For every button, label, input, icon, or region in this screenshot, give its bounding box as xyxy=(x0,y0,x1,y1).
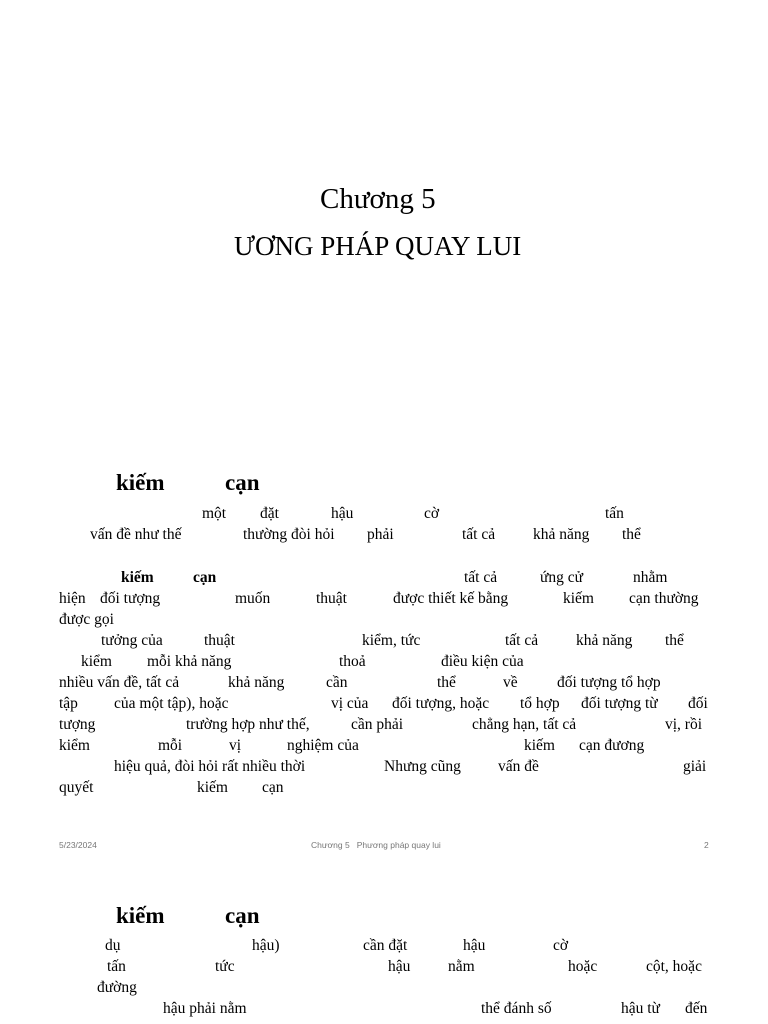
text-fragment: đường xyxy=(97,979,137,996)
text-fragment: được thiết kế bằng xyxy=(393,590,509,607)
text-fragment: đến xyxy=(685,1000,708,1017)
text-fragment: nằm xyxy=(448,958,475,975)
text-fragment: thuật xyxy=(204,632,235,649)
text-fragment: đối xyxy=(688,695,708,712)
text-fragment: ứng cử xyxy=(540,569,584,586)
text-fragment: hậu phải nằm xyxy=(163,1000,247,1017)
footer-chapter: Chương 5 Phương pháp quay lui xyxy=(311,840,441,850)
text-fragment: cạn đương xyxy=(579,737,645,754)
text-fragment: giải xyxy=(683,758,707,775)
text-fragment: cạn xyxy=(262,779,284,796)
text-fragment: phải xyxy=(367,526,394,543)
text-fragment: tức xyxy=(215,958,235,975)
text-fragment: cạn xyxy=(193,569,217,586)
text-fragment: đặt xyxy=(260,505,279,522)
text-fragment: kiểm xyxy=(81,653,112,670)
text-fragment: quyết xyxy=(59,779,94,796)
text-fragment: một xyxy=(202,505,227,522)
slide-heading-word: kiếm xyxy=(116,470,165,495)
footer-date: 5/23/2024 xyxy=(59,840,97,850)
text-fragment: hoặc xyxy=(568,958,598,975)
text-fragment: khả năng xyxy=(576,632,633,649)
text-fragment: thể xyxy=(437,674,456,691)
text-fragment: kiểm, tức xyxy=(362,632,421,649)
text-fragment: nhằm xyxy=(633,569,668,586)
text-fragment: của một tập), hoặc xyxy=(114,695,229,712)
text-fragment: trường hợp như thế, xyxy=(186,716,310,733)
text-fragment: mỗi xyxy=(158,737,183,754)
text-fragment: vị, rồi xyxy=(665,716,703,733)
text-fragment: vấn đề như thế xyxy=(90,526,182,543)
text-fragment: hậu) xyxy=(252,937,280,954)
text-fragment: cần phải xyxy=(351,716,404,733)
chapter-title: Chương 5 xyxy=(320,183,436,215)
text-fragment: Nhưng cũng xyxy=(384,758,461,775)
text-fragment: đối tượng từ xyxy=(581,695,658,712)
text-fragment: vị của xyxy=(331,695,369,712)
text-fragment: kiếm xyxy=(197,779,228,796)
text-fragment: mỗi khả năng xyxy=(147,653,232,670)
text-fragment: thể xyxy=(622,526,641,543)
text-fragment: về xyxy=(503,674,518,691)
text-fragment: cần đặt xyxy=(363,937,408,954)
slide-heading-word: kiếm xyxy=(116,903,165,928)
text-fragment: tưởng của xyxy=(101,632,163,649)
text-fragment: hậu xyxy=(331,505,354,522)
text-fragment: vấn đề xyxy=(498,758,539,775)
text-fragment: kiếm xyxy=(121,569,154,586)
text-fragment: dụ xyxy=(105,937,121,954)
text-fragment: tấn xyxy=(605,505,624,522)
footer-page-number: 2 xyxy=(704,840,709,850)
text-fragment: hậu từ xyxy=(621,1000,660,1017)
text-fragment: tập xyxy=(59,695,78,712)
slide-heading-word: cạn xyxy=(225,903,260,928)
text-fragment: hiện xyxy=(59,590,86,607)
text-fragment: tấn xyxy=(107,958,126,975)
text-fragment: thuật xyxy=(316,590,347,607)
text-fragment: khả năng xyxy=(228,674,285,691)
text-fragment: thể xyxy=(665,632,684,649)
text-fragment: hiệu quả, đòi hỏi rất nhiều thời xyxy=(114,758,306,775)
slide-heading-word: cạn xyxy=(225,470,260,495)
text-fragment: kiếm xyxy=(563,590,594,607)
text-fragment: cột, hoặc xyxy=(646,958,702,975)
text-fragment: đối tượng, hoặc xyxy=(392,695,490,712)
text-fragment: vị xyxy=(229,737,242,754)
text-fragment: đối tượng tổ hợp xyxy=(557,674,661,691)
text-fragment: khả năng xyxy=(533,526,590,543)
text-fragment: điều kiện của xyxy=(441,653,524,670)
text-fragment: thường đòi hỏi xyxy=(243,526,335,543)
text-fragment: tất cả xyxy=(462,526,496,543)
text-fragment: hậu xyxy=(463,937,486,954)
text-fragment: muốn xyxy=(235,590,271,607)
text-fragment: cờ xyxy=(424,505,440,522)
chapter-subtitle: ƯƠNG PHÁP QUAY LUI xyxy=(234,231,522,261)
text-fragment: tất cả xyxy=(505,632,539,649)
text-fragment: nghiệm của xyxy=(287,737,359,754)
text-fragment: được gọi xyxy=(59,611,114,628)
text-fragment: chẳng hạn, tất cả xyxy=(472,716,577,733)
text-fragment: thể đánh số xyxy=(481,1000,552,1017)
text-fragment: nhiều vấn đề, tất cả xyxy=(59,674,180,691)
text-fragment: tượng xyxy=(59,716,96,733)
text-fragment: đối tượng xyxy=(100,590,161,607)
text-fragment: tất cả xyxy=(464,569,498,586)
text-fragment: kiểm xyxy=(59,737,90,754)
text-fragment: cần xyxy=(326,674,348,691)
text-fragment: thoả xyxy=(339,653,366,670)
text-fragment: cờ xyxy=(553,937,569,954)
text-fragment: tổ hợp xyxy=(520,695,560,712)
text-fragment: cạn thường xyxy=(629,590,699,607)
text-fragment: kiếm xyxy=(524,737,555,754)
text-fragment: hậu xyxy=(388,958,411,975)
